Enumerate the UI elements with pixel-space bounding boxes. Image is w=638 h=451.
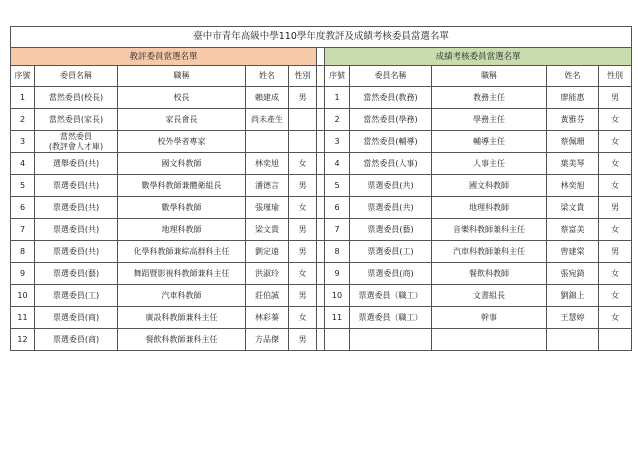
left-cell-name: 莊伯誠 (246, 285, 289, 307)
right-cell-name: 黃雅芬 (547, 109, 599, 131)
column-separator (317, 87, 325, 109)
left-cell-name: 梁文貴 (246, 219, 289, 241)
table-row (11, 175, 632, 197)
left-cell-seq: 4 (11, 153, 35, 175)
table-row (11, 219, 632, 241)
right-cell-seq (325, 329, 350, 351)
right-cell-member-type: 票選委員（職工） (350, 307, 432, 329)
table-row (11, 241, 632, 263)
right-cell-gender: 女 (599, 263, 632, 285)
left-cell-seq: 1 (11, 87, 35, 109)
right-cell-gender: 女 (599, 219, 632, 241)
right-cell-seq: 6 (325, 197, 350, 219)
right-cell-name: 葉美琴 (547, 153, 599, 175)
right-cell-gender: 女 (599, 307, 632, 329)
left-cell-name: 賴建成 (246, 87, 289, 109)
table-row (11, 87, 632, 109)
right-cell-member-type: 當然委員(教務) (350, 87, 432, 109)
right-cell-seq: 7 (325, 219, 350, 241)
left-cell-job-title: 校外學者專家 (118, 131, 246, 153)
table-row (11, 131, 632, 153)
right-cell-job-title: 人事主任 (432, 153, 547, 175)
left-cell-seq: 10 (11, 285, 35, 307)
right-cell-name: 梁文貴 (547, 197, 599, 219)
left-header-name: 姓名 (246, 66, 289, 87)
left-header-job-title: 職稱 (118, 66, 246, 87)
left-cell-job-title: 校長 (118, 87, 246, 109)
left-cell-job-title: 數學科教師 (118, 197, 246, 219)
column-separator (317, 48, 325, 66)
right-cell-member-type: 票選委員(工) (350, 241, 432, 263)
column-separator (317, 307, 325, 329)
left-cell-seq: 7 (11, 219, 35, 241)
right-cell-name: 廖能惠 (547, 87, 599, 109)
column-separator (317, 175, 325, 197)
right-cell-seq: 3 (325, 131, 350, 153)
right-cell-job-title: 汽車科教師兼科主任 (432, 241, 547, 263)
left-cell-job-title: 廣設科教師兼科主任 (118, 307, 246, 329)
right-cell-gender: 男 (599, 241, 632, 263)
right-cell-seq: 1 (325, 87, 350, 109)
left-cell-seq: 11 (11, 307, 35, 329)
column-separator (317, 219, 325, 241)
left-cell-job-title: 家長會長 (118, 109, 246, 131)
right-cell-job-title (432, 329, 547, 351)
right-cell-job-title: 學務主任 (432, 109, 547, 131)
left-cell-gender: 男 (289, 285, 317, 307)
column-separator (317, 285, 325, 307)
table-row (11, 263, 632, 285)
right-header-gender: 性別 (599, 66, 632, 87)
right-cell-name: 蔡富美 (547, 219, 599, 241)
right-cell-member-type: 票選委員(藝) (350, 219, 432, 241)
left-cell-gender (289, 131, 317, 153)
right-cell-member-type: 票選委員(商) (350, 263, 432, 285)
right-cell-name: 曾建棠 (547, 241, 599, 263)
left-cell-gender: 男 (289, 329, 317, 351)
column-separator (317, 153, 325, 175)
right-cell-member-type: 當然委員(人事) (350, 153, 432, 175)
left-cell-member-type: 票選委員(共) (35, 197, 118, 219)
right-header-name: 姓名 (547, 66, 599, 87)
left-cell-name: 劉定遠 (246, 241, 289, 263)
right-cell-member-type: 當然委員(學務) (350, 109, 432, 131)
right-cell-gender: 女 (599, 285, 632, 307)
right-cell-job-title: 輔導主任 (432, 131, 547, 153)
left-cell-job-title: 餐飲科教師兼科主任 (118, 329, 246, 351)
right-cell-seq: 5 (325, 175, 350, 197)
column-separator (317, 109, 325, 131)
left-header-member-type: 委員名稱 (35, 66, 118, 87)
right-cell-job-title: 餐飲科教師 (432, 263, 547, 285)
right-cell-seq: 4 (325, 153, 350, 175)
left-cell-name: 張瑾瑜 (246, 197, 289, 219)
header-row (11, 66, 632, 87)
left-cell-seq: 3 (11, 131, 35, 153)
right-cell-job-title: 教務主任 (432, 87, 547, 109)
performance-review-section-title: 成績考核委員當選名單 (325, 48, 632, 66)
right-cell-job-title: 音樂科教師兼科主任 (432, 219, 547, 241)
left-cell-member-type: 票選委員(共) (35, 175, 118, 197)
left-cell-job-title: 數學科教師兼體衛組長 (118, 175, 246, 197)
right-cell-gender: 女 (599, 175, 632, 197)
left-cell-name: 林奕旭 (246, 153, 289, 175)
right-cell-seq: 10 (325, 285, 350, 307)
left-cell-name: 林彩蓁 (246, 307, 289, 329)
left-cell-gender: 女 (289, 197, 317, 219)
left-cell-member-type: 選舉委員(共) (35, 153, 118, 175)
left-cell-name (246, 131, 289, 153)
left-cell-seq: 2 (11, 109, 35, 131)
right-cell-name: 張宛錡 (547, 263, 599, 285)
right-cell-gender: 男 (599, 197, 632, 219)
left-cell-member-type: 票選委員(共) (35, 219, 118, 241)
table-row (11, 307, 632, 329)
left-cell-name: 洪淑玲 (246, 263, 289, 285)
right-cell-gender (599, 329, 632, 351)
right-cell-member-type: 票選委員(共) (350, 197, 432, 219)
right-header-seq: 序號 (325, 66, 350, 87)
left-cell-gender: 女 (289, 153, 317, 175)
left-cell-gender: 男 (289, 219, 317, 241)
election-sheet (10, 26, 631, 351)
left-cell-gender (289, 109, 317, 131)
right-cell-job-title: 幹事 (432, 307, 547, 329)
left-cell-job-title: 舞蹈暨影視科教師兼科主任 (118, 263, 246, 285)
table-row (11, 329, 632, 351)
right-cell-seq: 11 (325, 307, 350, 329)
right-cell-name: 劉錦上 (547, 285, 599, 307)
right-cell-name: 王慧婷 (547, 307, 599, 329)
right-cell-gender: 女 (599, 109, 632, 131)
left-header-gender: 性別 (289, 66, 317, 87)
right-cell-job-title: 地理科教師 (432, 197, 547, 219)
right-cell-seq: 8 (325, 241, 350, 263)
table-row (11, 153, 632, 175)
right-cell-member-type (350, 329, 432, 351)
left-cell-member-type: 票選委員(共) (35, 241, 118, 263)
left-cell-job-title: 地理科教師 (118, 219, 246, 241)
column-separator (317, 241, 325, 263)
column-separator (317, 197, 325, 219)
right-cell-name (547, 329, 599, 351)
left-cell-job-title: 國文科教師 (118, 153, 246, 175)
right-cell-member-type: 當然委員(輔導) (350, 131, 432, 153)
left-cell-seq: 12 (11, 329, 35, 351)
left-cell-name: 方品傑 (246, 329, 289, 351)
column-separator (317, 329, 325, 351)
right-cell-member-type: 票選委員(共) (350, 175, 432, 197)
column-separator (317, 263, 325, 285)
left-cell-gender: 男 (289, 87, 317, 109)
left-cell-name: 潘德言 (246, 175, 289, 197)
table-row (11, 285, 632, 307)
right-header-job-title: 職稱 (432, 66, 547, 87)
left-cell-member-type: 票選委員(商) (35, 329, 118, 351)
left-cell-seq: 6 (11, 197, 35, 219)
left-cell-gender: 女 (289, 263, 317, 285)
left-cell-member-type: 票選委員(商) (35, 307, 118, 329)
right-cell-gender: 女 (599, 131, 632, 153)
left-cell-job-title: 化學科教師兼綜高群科主任 (118, 241, 246, 263)
left-cell-gender: 男 (289, 175, 317, 197)
column-separator (317, 66, 325, 87)
left-cell-member-type: 當然委員 (教評會人才庫) (35, 131, 118, 153)
right-header-member-type: 委員名稱 (350, 66, 432, 87)
column-separator (317, 131, 325, 153)
right-cell-job-title: 文書組長 (432, 285, 547, 307)
left-cell-member-type: 票選委員(藝) (35, 263, 118, 285)
right-cell-seq: 9 (325, 263, 350, 285)
left-cell-seq: 9 (11, 263, 35, 285)
left-cell-member-type: 當然委員(校長) (35, 87, 118, 109)
document-title: 臺中市青年高級中學110學年度教評及成績考核委員當選名單 (11, 27, 632, 48)
left-cell-job-title: 汽車科教師 (118, 285, 246, 307)
left-cell-member-type: 票選委員(工) (35, 285, 118, 307)
left-cell-gender: 男 (289, 241, 317, 263)
table-body (11, 27, 632, 351)
left-header-seq: 序號 (11, 66, 35, 87)
right-cell-seq: 2 (325, 109, 350, 131)
right-cell-member-type: 票選委員（職工） (350, 285, 432, 307)
right-cell-name: 林奕旭 (547, 175, 599, 197)
right-cell-name: 蔡佩珊 (547, 131, 599, 153)
table-row (11, 109, 632, 131)
right-cell-gender: 女 (599, 153, 632, 175)
left-cell-seq: 8 (11, 241, 35, 263)
left-cell-seq: 5 (11, 175, 35, 197)
election-table (10, 26, 632, 351)
left-cell-member-type: 當然委員(家長) (35, 109, 118, 131)
left-cell-name: 尚未產生 (246, 109, 289, 131)
right-cell-gender: 男 (599, 87, 632, 109)
left-cell-gender: 女 (289, 307, 317, 329)
teacher-review-section-title: 教評委員當選名單 (11, 48, 317, 66)
table-row (11, 197, 632, 219)
right-cell-job-title: 國文科教師 (432, 175, 547, 197)
